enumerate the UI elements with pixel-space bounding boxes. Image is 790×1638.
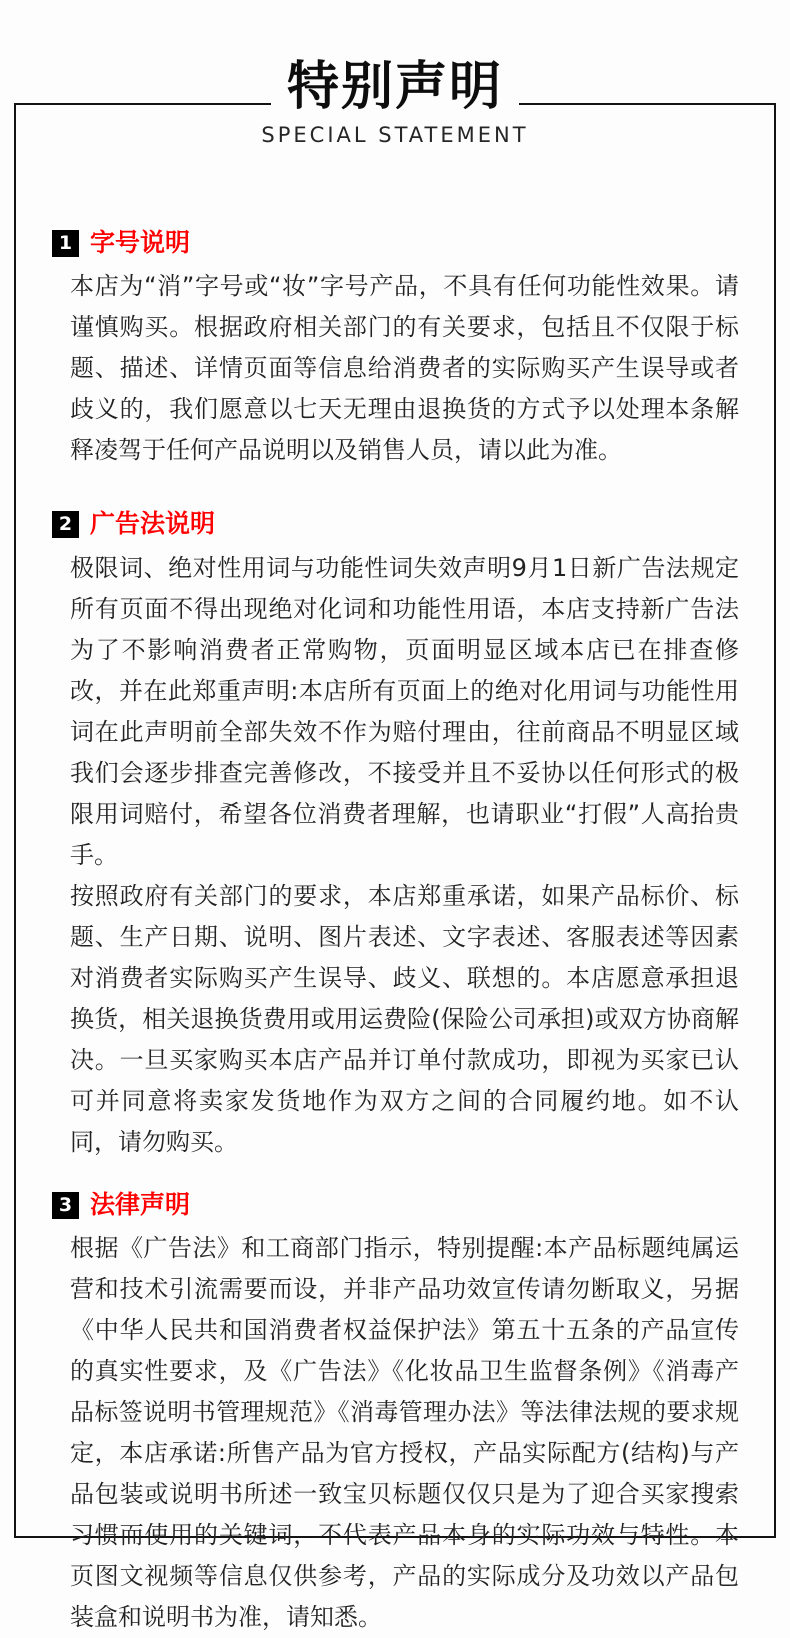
statement-content xyxy=(16,229,774,1638)
section-number-badge: 1 xyxy=(52,230,79,257)
section-font-size-note xyxy=(52,229,739,471)
section-paragraph: 极限词、绝对性用词与功能性词失效声明9月1日新广告法规定所有页面不得出现绝对化词和功能性用语，本店支持新广告法为了不影响消费者正常购物，页面明显区域本店已在排查修改，并在此郑重声明:本店所有页面上的绝对化用词与功能性用词在此声明前全部失效不作为赔付理由，往前商品不明显区域我们会逐步排查完善修改，不接受并且不妥协以任何形式的极限用词赔付，希望各位消费者理解，也请职业“打假”人高抬贵手。 xyxy=(70,554,739,869)
section-title: 法律声明 xyxy=(90,1190,191,1219)
page-header xyxy=(0,57,790,147)
section-legal-statement xyxy=(52,1191,739,1638)
section-title: 广告法说明 xyxy=(90,509,216,538)
section-number-badge: 3 xyxy=(52,1192,79,1219)
page-title: 特别声明 xyxy=(271,60,519,114)
statement-frame xyxy=(14,103,776,1631)
section-ad-law-note xyxy=(52,510,739,1163)
section-paragraph: 本店为“消”字号或“妆”字号产品，不具有任何功能性效果。请谨慎购买。根据政府相关部门的有关要求，包括且不仅限于标题、描述、详情页面等信息给消费者的实际购买产生误导或者歧义的，我们愿意以七天无理由退换货的方式予以处理本条解释凌驾于任何产品说明以及销售人员，请以此为准。 xyxy=(70,272,739,464)
section-heading xyxy=(52,1191,739,1219)
section-paragraph: 根据《广告法》和工商部门指示，特别提醒:本产品标题纯属运营和技术引流需要而设，并非产品功效宣传请勿断取义，另据《中华人民共和国消费者权益保护法》第五十五条的产品宣传的真实性要求，及《广告法》《化妆品卫生监督条例》《消毒产品标签说明书管理规范》《消毒管理办法》等法律法规的要求规定，本店承诺:所售产品为官方授权，产品实际配方(结构)与产品包装或说明书所述一致宝贝标题仅仅只是为了迎合买家搜索习惯而使用的关键词，不代表产品本身的实际功效与特性。本页图文视频等信息仅供参考，产品的实际成分及功效以产品包装盒和说明书为准，请知悉。 xyxy=(70,1234,739,1631)
section-title: 字号说明 xyxy=(90,228,191,257)
section-heading xyxy=(52,229,739,257)
page-subtitle: SPECIAL STATEMENT xyxy=(261,123,529,147)
section-number-badge: 2 xyxy=(52,511,79,538)
section-paragraph: 按照政府有关部门的要求，本店郑重承诺，如果产品标价、标题、生产日期、说明、图片表述、文字表述、客服表述等因素对消费者实际购买产生误导、歧义、联想的。本店愿意承担退换货，相关退换货费用或用运费险(保险公司承担)或双方协商解决。一旦买家购买本店产品并订单付款成功，即视为买家已认可并同意将卖家发货地作为双方之间的合同履约地。如不认同，请勿购买。 xyxy=(70,882,739,1156)
section-heading xyxy=(52,510,739,538)
